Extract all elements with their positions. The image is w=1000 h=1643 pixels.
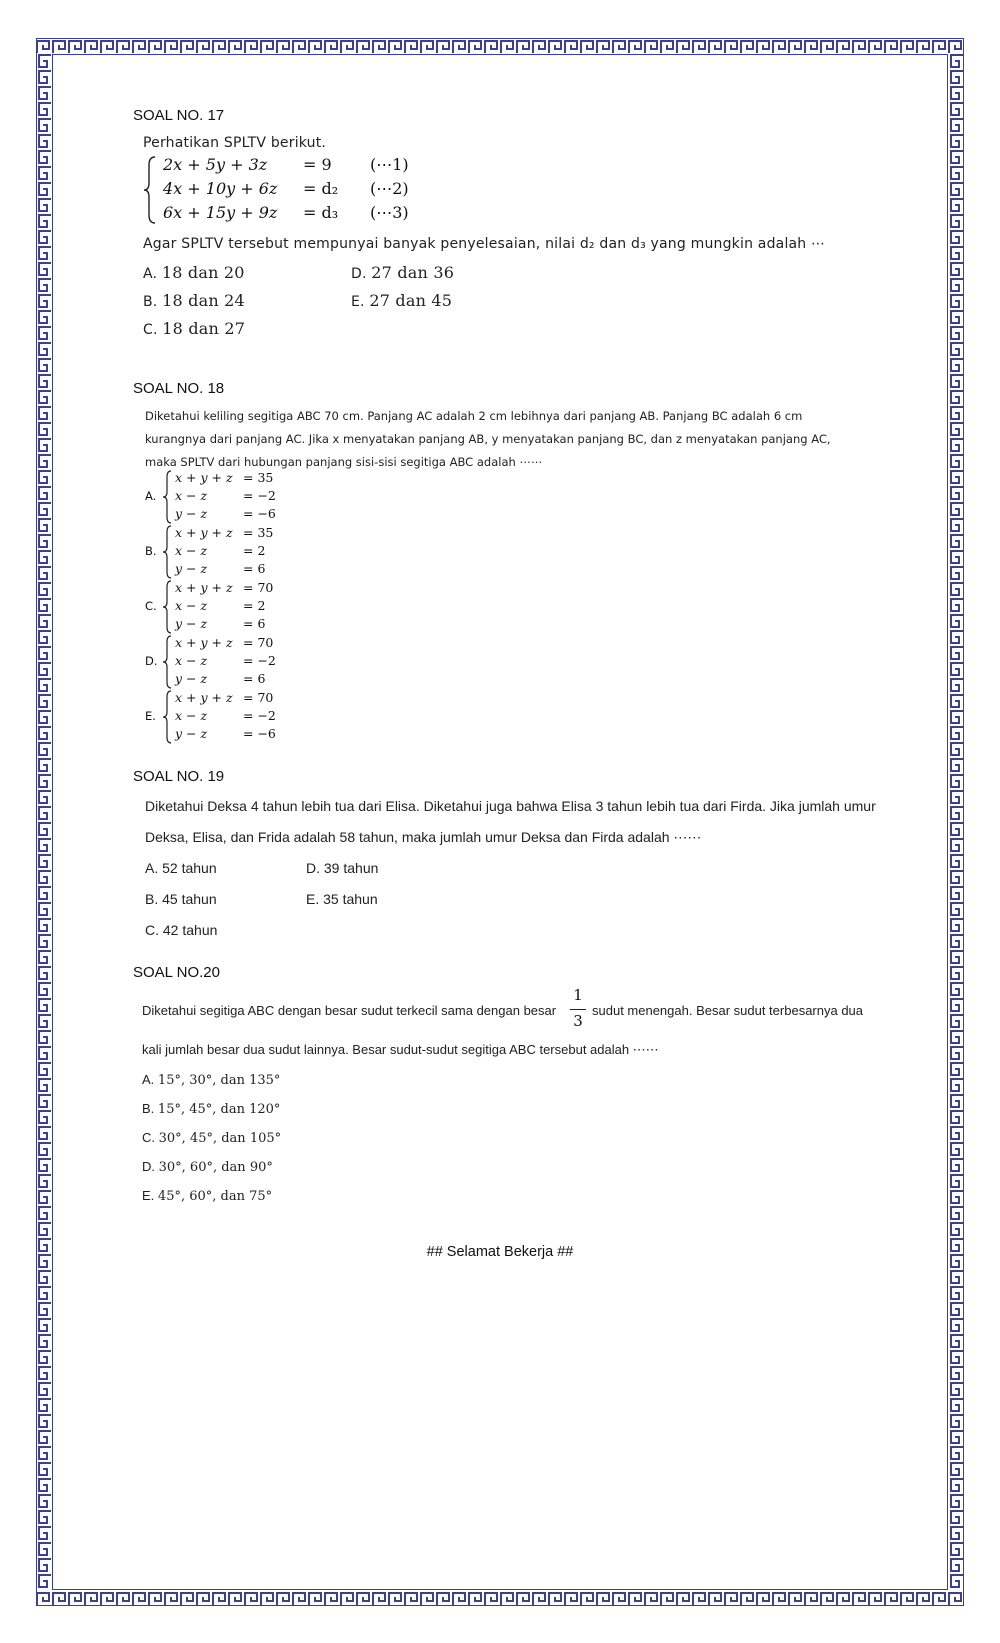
q17-intro: Perhatikan SPLTV berikut.: [143, 135, 327, 151]
option-letter: B.: [142, 1101, 155, 1116]
q20-option-a[interactable]: [142, 1072, 280, 1088]
option-text: 18 dan 20: [161, 263, 245, 282]
equation-rhs: = 35: [243, 525, 274, 540]
equation-lhs: x − z: [175, 653, 208, 668]
equation-lhs: x − z: [175, 598, 208, 613]
option-letter: A.: [143, 266, 158, 282]
q19-option-e[interactable]: [306, 891, 378, 907]
q18-option-e[interactable]: [145, 690, 305, 744]
option-letter: C.: [143, 322, 158, 338]
q20-option-d[interactable]: [142, 1159, 273, 1175]
q18-option-c[interactable]: [145, 580, 305, 634]
q17-eq2-tag: (⋯2): [370, 179, 409, 198]
q20-line2: kali jumlah besar dua sudut lainnya. Besar sudut-sudut segitiga ABC tersebut adalah ⋯⋯: [142, 1042, 659, 1057]
option-text: 18 dan 24: [162, 291, 245, 310]
q17-eq3-rhs: = d₃: [303, 203, 339, 222]
equation-rhs: = −6: [243, 506, 276, 521]
option-text: 42 tahun: [162, 922, 218, 938]
equation-rhs: = 2: [243, 543, 266, 558]
option-letter: E.: [306, 891, 320, 907]
q18-line1: Diketahui keliling segitiga ABC 70 cm. Panjang AC adalah 2 cm lebihnya dari panjang AB. Panjang BC adalah 6 cm: [145, 409, 803, 423]
q20-line1b: sudut menengah. Besar sudut terbesarnya dua: [592, 1003, 864, 1018]
equation-rhs: = 6: [243, 671, 266, 686]
equation-lhs: x + y + z: [175, 470, 233, 485]
option-letter: B.: [145, 891, 159, 907]
option-letter: A.: [142, 1072, 155, 1087]
option-letter: B.: [143, 294, 158, 310]
q20-fraction-numerator: 1: [573, 986, 583, 1004]
option-letter: A.: [145, 860, 159, 876]
q20-fraction-bar: [570, 1009, 586, 1010]
brace-icon: [162, 525, 172, 579]
q20-title: SOAL NO.20: [133, 964, 220, 981]
option-letter: D.: [145, 654, 158, 668]
brace-icon: [162, 580, 172, 634]
q17-eq3-lhs: 6x + 15y + 9z: [163, 203, 278, 222]
q18-option-d[interactable]: [145, 635, 305, 689]
brace-icon: [162, 690, 172, 744]
brace-icon: [162, 470, 172, 524]
q19-option-c[interactable]: [145, 922, 217, 938]
q17-system: [143, 155, 443, 227]
q17-eq1-lhs: 2x + 5y + 3z: [163, 155, 268, 174]
equation-lhs: x + y + z: [175, 580, 233, 595]
q17-brace-icon: [143, 155, 157, 225]
closing-message: ## Selamat Bekerja ##: [426, 1244, 574, 1260]
q17-option-d[interactable]: [351, 263, 454, 282]
q17-eq1-tag: (⋯1): [370, 155, 409, 174]
equation-lhs: x + y + z: [175, 525, 233, 540]
option-text: 27 dan 36: [371, 263, 455, 282]
option-letter: D.: [351, 266, 367, 282]
option-letter: E.: [142, 1188, 155, 1203]
option-text: 15°, 45°, dan 120°: [157, 1102, 281, 1117]
q17-eq1-rhs: = 9: [303, 155, 332, 174]
option-text: 39 tahun: [323, 860, 379, 876]
q19-line1: Diketahui Deksa 4 tahun lebih tua dari Elisa. Diketahui juga bahwa Elisa 3 tahun lebih tua dari Firda. Jika jumlah umur: [145, 798, 876, 814]
q18-line3: maka SPLTV dari hubungan panjang sisi-sisi segitiga ABC adalah ⋯⋯: [145, 455, 543, 469]
equation-rhs: = −2: [243, 653, 276, 668]
q18-line2: kurangnya dari panjang AC. Jika x menyatakan panjang AB, y menyatakan panjang BC, dan z menyatakan panjang AC,: [145, 432, 831, 446]
q18-title: SOAL NO. 18: [133, 380, 225, 397]
q20-line1a: Diketahui segitiga ABC dengan besar sudut terkecil sama dengan besar: [142, 1003, 557, 1018]
option-letter: A.: [145, 489, 157, 503]
option-letter: C.: [142, 1130, 155, 1145]
equation-lhs: x − z: [175, 488, 208, 503]
equation-rhs: = 35: [243, 470, 274, 485]
equation-lhs: y − z: [175, 506, 208, 521]
option-text: 30°, 45°, dan 105°: [158, 1131, 282, 1146]
option-letter: E.: [145, 709, 156, 723]
equation-lhs: y − z: [175, 616, 208, 631]
q17-option-e[interactable]: [351, 291, 452, 310]
equation-rhs: = −6: [243, 726, 276, 741]
option-text: 15°, 30°, dan 135°: [157, 1073, 281, 1088]
q20-option-e[interactable]: [142, 1188, 272, 1204]
option-letter: C.: [145, 599, 157, 613]
equation-rhs: = −2: [243, 708, 276, 723]
equation-lhs: x + y + z: [175, 635, 233, 650]
equation-lhs: y − z: [175, 561, 208, 576]
option-text: 30°, 60°, dan 90°: [158, 1160, 273, 1175]
q19-option-d[interactable]: [306, 860, 378, 876]
equation-rhs: = 70: [243, 580, 274, 595]
option-text: 35 tahun: [323, 891, 378, 907]
option-letter: D.: [306, 860, 320, 876]
q17-eq2-rhs: = d₂: [303, 179, 339, 198]
equation-lhs: x − z: [175, 543, 208, 558]
equation-lhs: x + y + z: [175, 690, 233, 705]
q20-option-c[interactable]: [142, 1130, 281, 1146]
q20-fraction-denominator: 3: [573, 1012, 583, 1030]
option-letter: D.: [142, 1159, 155, 1174]
q17-eq2-lhs: 4x + 10y + 6z: [163, 179, 278, 198]
option-text: 52 tahun: [162, 860, 217, 876]
equation-rhs: = −2: [243, 488, 276, 503]
equation-lhs: x − z: [175, 708, 208, 723]
option-letter: E.: [351, 294, 365, 310]
equation-rhs: = 70: [243, 690, 274, 705]
equation-rhs: = 70: [243, 635, 274, 650]
option-text: 27 dan 45: [369, 291, 453, 310]
q19-option-b[interactable]: [145, 891, 217, 907]
equation-lhs: y − z: [175, 726, 208, 741]
option-text: 45 tahun: [162, 891, 217, 907]
option-text: 18 dan 27: [162, 319, 246, 338]
brace-icon: [162, 635, 172, 689]
q19-line2: Deksa, Elisa, dan Frida adalah 58 tahun, maka jumlah umur Deksa dan Firda adalah ⋯⋯: [145, 829, 702, 845]
q20-option-b[interactable]: [142, 1101, 280, 1117]
q18-option-b[interactable]: [145, 525, 305, 579]
option-text: 45°, 60°, dan 75°: [157, 1189, 273, 1204]
q18-option-a[interactable]: [145, 470, 305, 524]
q17-eq3-tag: (⋯3): [370, 203, 409, 222]
q17-option-a[interactable]: [143, 263, 245, 282]
q17-title: SOAL NO. 17: [133, 107, 225, 124]
option-letter: B.: [145, 544, 157, 558]
equation-rhs: = 6: [243, 616, 266, 631]
q17-option-b[interactable]: [143, 291, 245, 310]
equation-lhs: y − z: [175, 671, 208, 686]
q17-option-c[interactable]: [143, 319, 245, 338]
option-letter: C.: [145, 922, 159, 938]
q19-title: SOAL NO. 19: [133, 768, 225, 785]
equation-rhs: = 6: [243, 561, 266, 576]
q17-question: Agar SPLTV tersebut mempunyai banyak penyelesaian, nilai d₂ dan d₃ yang mungkin adalah ⋯: [143, 236, 826, 252]
q19-option-a[interactable]: [145, 860, 217, 876]
equation-rhs: = 2: [243, 598, 266, 613]
